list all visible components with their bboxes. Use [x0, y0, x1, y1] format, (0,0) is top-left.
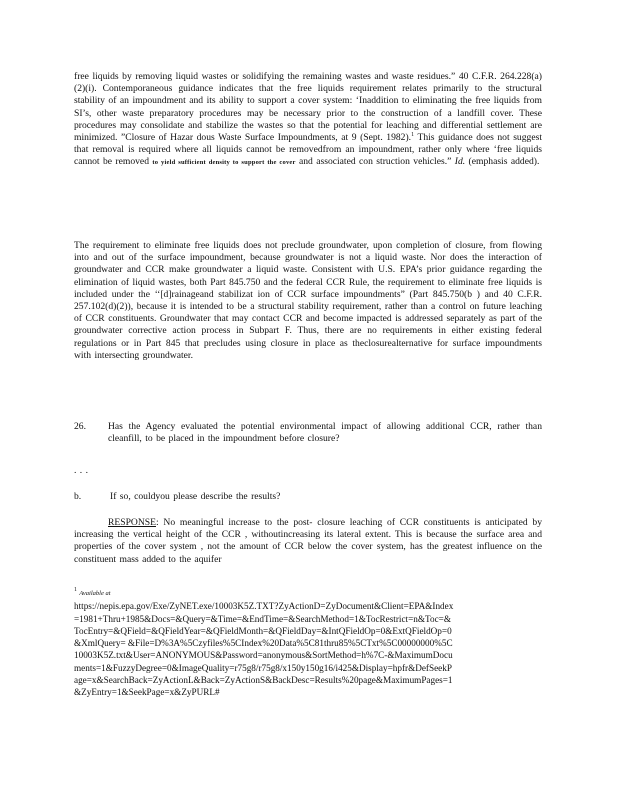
footnote-marker: 1	[74, 586, 77, 593]
response-paragraph	[74, 517, 542, 566]
question-b-number: b.	[74, 491, 82, 502]
id-citation: Id.	[454, 156, 466, 168]
paragraph1-text-c: and associated con struction vehicles.”	[295, 156, 455, 168]
footnote-label: Available at	[79, 590, 111, 597]
footnote-reference: 1	[411, 131, 415, 138]
paragraph-groundwater	[74, 240, 542, 362]
paragraph-free-liquids	[74, 71, 542, 170]
response-text: : No meaningful increase to the post- closure leaching of CCR constituents is anticipated by increasing the vertical height of the CCR , withoutincreasing its lateral extent. This is because the surface area and properties of the cover system , not the amount of CCR below the cover system, has the greatest influence on the constituent mass added to the aquifer	[74, 517, 542, 565]
question-b-text: If so, couldyou please describe the results?	[110, 491, 281, 502]
footnote-url[interactable]: https://nepis.epa.gov/Exe/ZyNET.exe/10003K5Z.TXT?ZyActionD=ZyDocument&Client=EPA&Index=1981+Thru+1985&Docs=&Query=&Time=&EndTime=&SearchMethod=1&TocRestrict=n&Toc=&TocEntry=&QField=&QFieldYear=&QFieldMonth=&QFieldDay=&IntQFieldOp=0&ExtQFieldOp=0&XmlQuery= &File=D%3A%5Czyfiles%5CIndex%20Data%5C81thru85%5CTxt%5C00000000%5C10003K5Z.txt&User=ANONYMOUS&Password=anonymous&SortMethod=h%7C-&MaximumDocuments=1&FuzzyDegree=0&ImageQuality=r75g8/r75g8/x150y150g16/i425&Display=hpfr&DefSeekPage=x&SearchBack=ZyActionL&Back=ZyActionS&BackDesc=Results%20page&MaximumPages=1&ZyEntry=1&SeekPage=x&ZyPURL#	[74, 601, 454, 698]
question-text: Has the Agency evaluated the potential environmental impact of allowing additional CCR, rather than cleanfill, to be placed in the impoundment before closure?	[108, 421, 542, 445]
question-number: 26.	[74, 421, 86, 432]
response-label: RESPONSE	[108, 517, 156, 528]
question-b	[74, 491, 542, 503]
emphasis-text: to yield sufficient density to support the cover	[152, 159, 296, 167]
paragraph1-text-a: free liquids by removing liquid wastes or solidifying the remaining wastes and waste residues.” 40 C.F.R. 264.228(a)(2)(i). Contemporaneous guidance indicates that the free liquids requirement relates primarily to the structural stability of an impoundment and its ability to support a cover system: ‘Inaddition to eliminating the free liquids from SI’s, other waste preparatory procedures may be necessary prior to the construction of a landfill cover. These procedures may consolidate and stabilize the wastes so that the potential for leaching and differential settlement are minimized. ”Closure of Hazar dous Waste Surface Impoundments, at 9 (Sept. 1982).	[74, 71, 542, 144]
paragraph1-text-d: (emphasis added).	[465, 156, 540, 168]
ellipsis: . . .	[74, 465, 88, 476]
footnote	[74, 586, 454, 699]
paragraph1-text-b: This guidance does not suggest that removal is required where all liquids cannot be removedfrom an impoundment, rather only where ‘free liquids cannot be removed	[74, 132, 542, 168]
question-26	[74, 421, 542, 445]
paragraph2-text: The requirement to eliminate free liquids does not preclude groundwater, upon completion of closure, from flowing into and out of the surface impoundment, because groundwater is not a liquid waste. Nor does the interaction of groundwater and CCR make groundwater a liquid waste. Consistent with U.S. EPA’s prior guidance regarding the elimination of liquid wastes, both Part 845.750 and the federal CCR Rule, the requirement to eliminate free liquids is included under the ‘‘[d]rainageand stabilizat ion of CCR surface impoundments” (Part 845.750(b ) and 40 C.F.R. 257.102(d)(2)), because it is intended to be a structural stability requirement, rather than a control on future leaching of CCR constituents. Groundwater that may contact CCR and become impacted is addressed separately as part of the groundwater corrective action process in Subpart F. Thus, there are no requirements in either existing federal regulations or in Part 845 that precludes using closure in place as theclosurealternative for surface impoundments with intersecting groundwater.	[74, 240, 542, 361]
